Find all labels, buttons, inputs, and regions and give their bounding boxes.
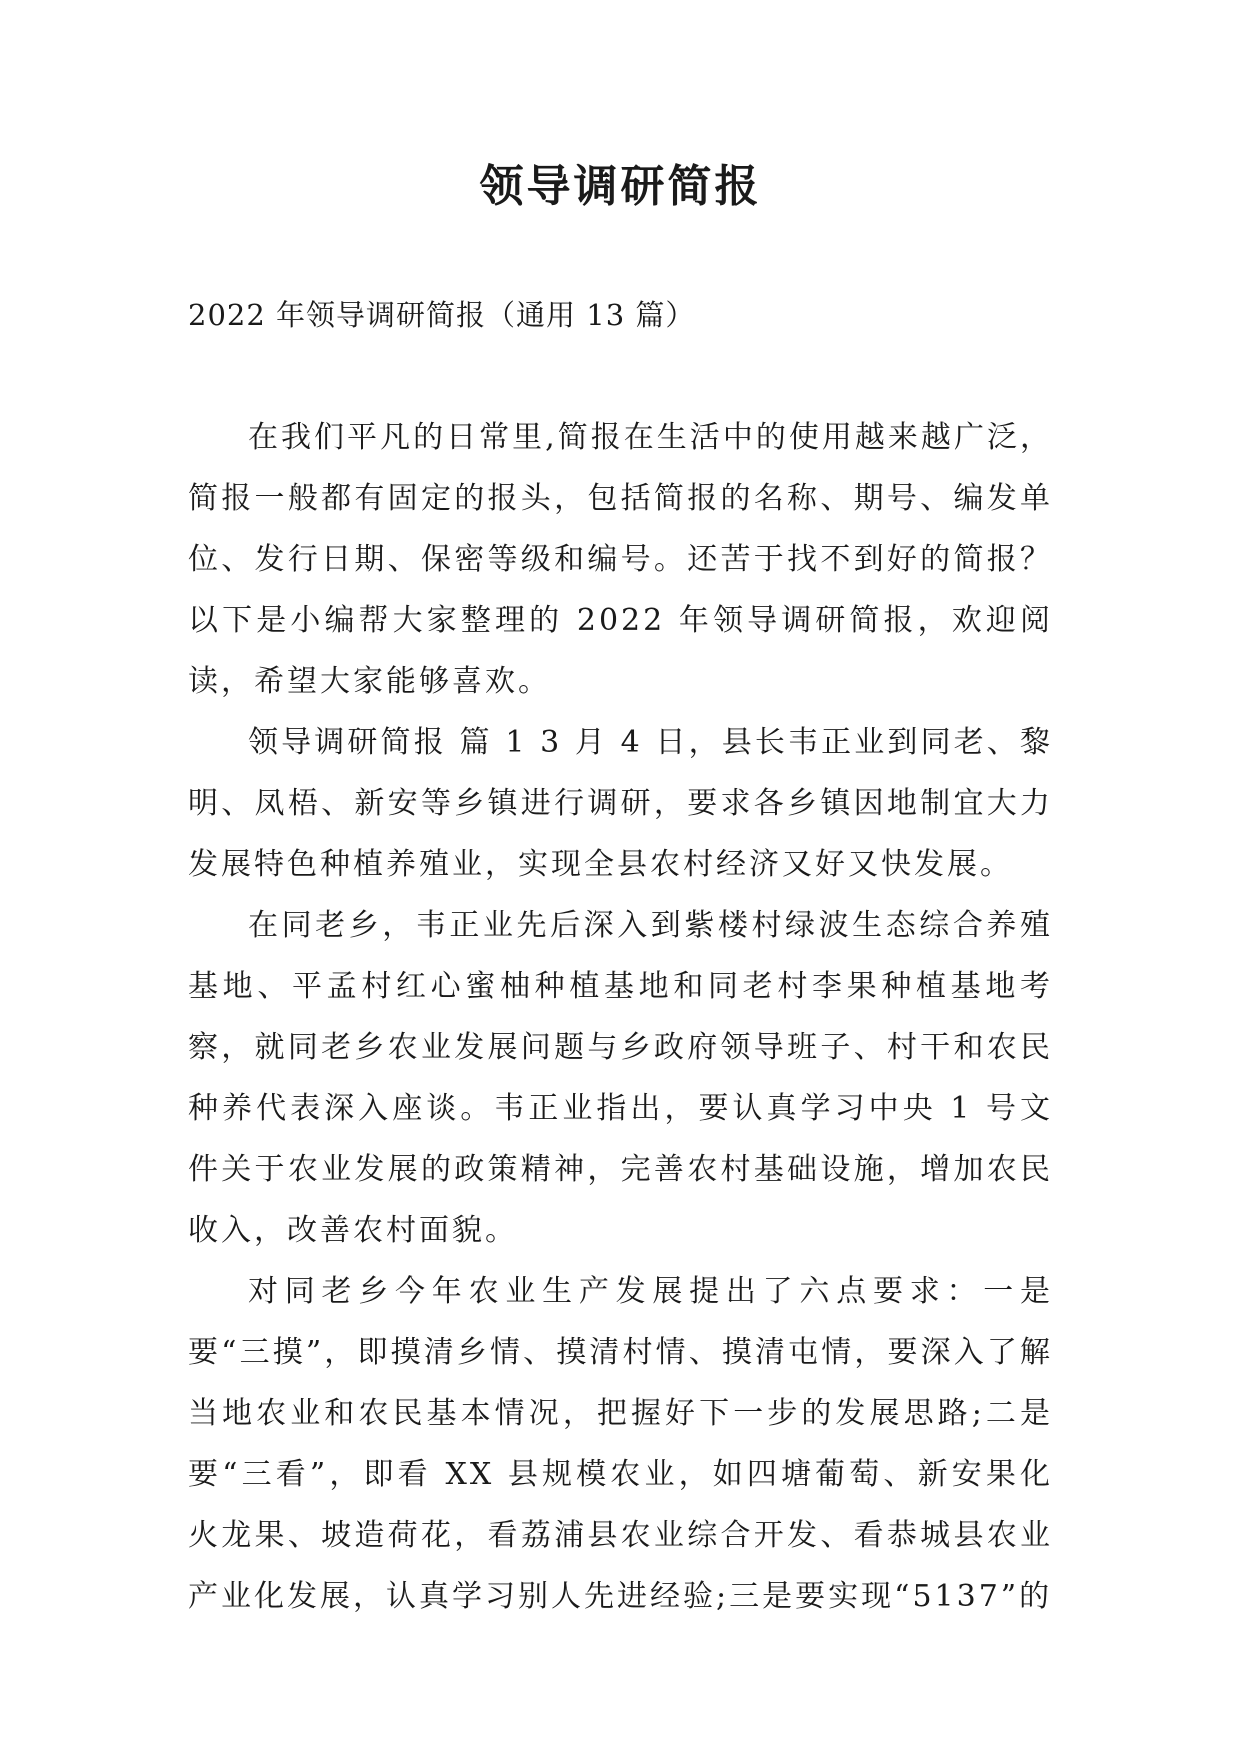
document-title: 领导调研简报 — [479, 161, 762, 212]
document-subtitle: 2022 年领导调研简报（通用 13 篇） — [188, 298, 696, 332]
body-paragraph: 在同老乡，韦正业先后深入到紫楼村绿波生态综合养殖基地、平孟村红心蜜柚种植基地和同老村李果种植基地考察，就同老乡农业发展问题与乡政府领导班子、村干和农民种养代表深入座谈。韦正业指出，要认真学习中央 1 号文件关于农业发展的政策精神，完善农村基础设施，增加农民收入，改善农村面貌。 — [188, 908, 1053, 1248]
document-body — [188, 407, 1053, 1627]
body-paragraph: 在我们平凡的日常里,简报在生活中的使用越来越广泛，简报一般都有固定的报头，包括简报的名称、期号、编发单位、发行日期、保密等级和编号。还苦于找不到好的简报？以下是小编帮大家整理的 2022 年领导调研简报，欢迎阅读，希望大家能够喜欢。 — [188, 420, 1053, 699]
body-paragraph: 领导调研简报 篇 1 3 月 4 日，县长韦正业到同老、黎明、凤梧、新安等乡镇进行调研，要求各乡镇因地制宜大力发展特色种植养殖业，实现全县农村经济又好又快发展。 — [188, 725, 1053, 882]
body-paragraph: 对同老乡今年农业生产发展提出了六点要求：一是要“三摸”，即摸清乡情、摸清村情、摸清屯情，要深入了解当地农业和农民基本情况，把握好下一步的发展思路;二是要“三看”，即看 XX 县规模农业，如四塘葡萄、新安果化火龙果、坡造荷花，看荔浦县农业综合开发、看恭城县农业产业化发展，认真学习别人先进经验;三是要实现“5137”的 — [188, 1274, 1053, 1614]
